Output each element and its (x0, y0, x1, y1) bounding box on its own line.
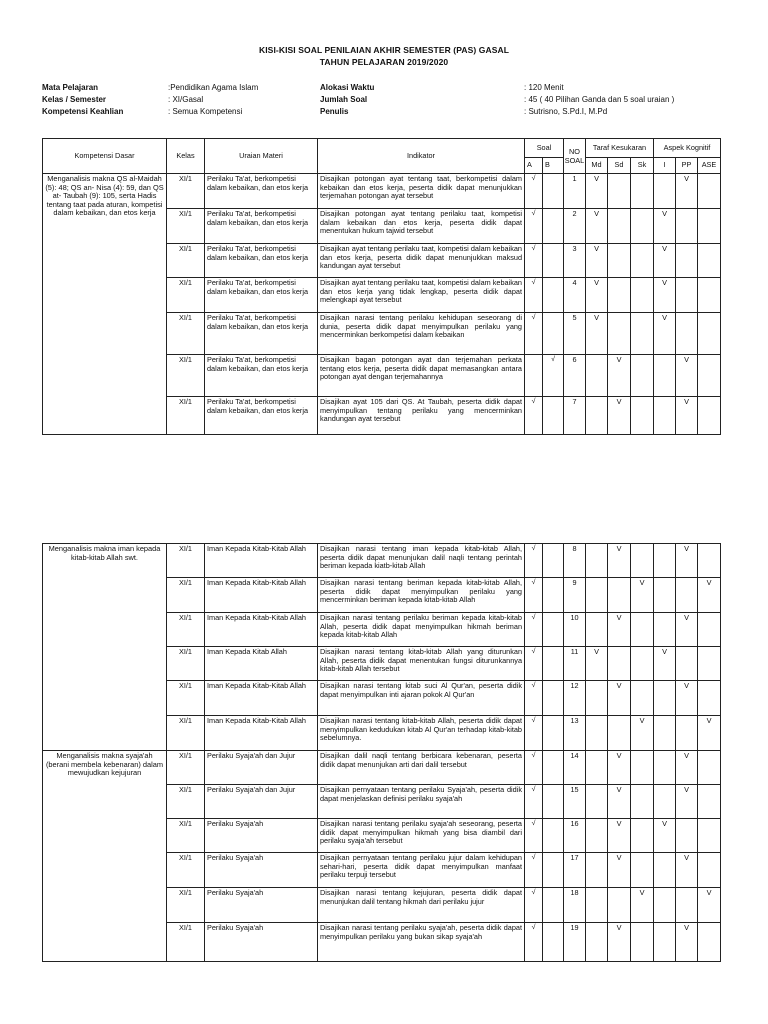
meta-label: Jumlah Soal (320, 95, 368, 104)
soal-a-cell: √ (525, 647, 543, 681)
aspek-ase-cell (698, 819, 721, 853)
taraf-sd-cell (608, 647, 631, 681)
uraian-materi-cell: Iman Kepada Kitab-Kitab Allah (205, 613, 318, 647)
aspek-pp-cell: V (676, 751, 698, 785)
taraf-md-cell (586, 716, 608, 751)
taraf-md-cell: V (586, 244, 608, 278)
soal-b-cell (543, 888, 564, 923)
soal-a-cell: √ (525, 613, 543, 647)
aspek-ase-cell (698, 681, 721, 716)
kelas-cell: XI/1 (167, 681, 205, 716)
taraf-sd-cell: V (608, 397, 631, 435)
soal-b-cell (543, 174, 564, 209)
taraf-sd-cell (608, 244, 631, 278)
aspek-ase-cell (698, 355, 721, 397)
aspek-pp-cell (676, 244, 698, 278)
meta-right-values (524, 82, 674, 118)
taraf-sk-cell (631, 647, 654, 681)
kelas-cell: XI/1 (167, 544, 205, 578)
soal-a-cell: √ (525, 853, 543, 888)
meta-label: Alokasi Waktu (320, 83, 375, 92)
soal-b-cell (543, 923, 564, 962)
no-soal-cell: 18 (564, 888, 586, 923)
kelas-cell: XI/1 (167, 278, 205, 313)
aspek-pp-cell (676, 278, 698, 313)
taraf-md-cell (586, 397, 608, 435)
soal-a-cell: √ (525, 397, 543, 435)
table-row (43, 544, 721, 578)
uraian-materi-cell: Perilaku Ta'at, berkompetisi dalam kebaikan, dan etos kerja (205, 244, 318, 278)
uraian-materi-cell: Perilaku Syaja'ah dan Jujur (205, 751, 318, 785)
taraf-sd-cell: V (608, 544, 631, 578)
indikator-cell: Disajikan narasi tentang perilaku syaja'ah, peserta didik dapat menyimpulkan perilaku yang bukan sikap syaja'ah (318, 923, 525, 962)
table-row (43, 751, 721, 785)
kelas-cell: XI/1 (167, 355, 205, 397)
soal-a-cell: √ (525, 174, 543, 209)
header-sd: Sd (608, 158, 631, 174)
uraian-materi-cell: Perilaku Ta'at, berkompetisi dalam kebaikan, dan etos kerja (205, 174, 318, 209)
header-i: I (654, 158, 676, 174)
taraf-sk-cell (631, 244, 654, 278)
aspek-ase-cell (698, 209, 721, 244)
meta-value: : XI/Gasal (168, 95, 204, 104)
indikator-cell: Disajikan potongan ayat tentang taat, berkompetisi dalam kebaikan dan etos kerja, peserta didik dapat menunjukkan terjemahan potongan ayat tersebut (318, 174, 525, 209)
taraf-sk-cell (631, 853, 654, 888)
taraf-sk-cell (631, 355, 654, 397)
taraf-md-cell (586, 785, 608, 819)
table-row (43, 174, 721, 209)
taraf-sk-cell (631, 923, 654, 962)
indikator-cell: Disajikan potongan ayat tentang perilaku taat, kompetisi dalam kebaikan dan etos kerja, peserta didik dapat menentukan hukum tajwid tersebut (318, 209, 525, 244)
meta-value: :Pendidikan Agama Islam (168, 83, 259, 92)
soal-b-cell (543, 313, 564, 355)
aspek-i-cell: V (654, 819, 676, 853)
kelas-cell: XI/1 (167, 819, 205, 853)
kelas-cell: XI/1 (167, 313, 205, 355)
indikator-cell: Disajikan dalil naqli tentang berbicara kebenaran, peserta didik dapat menunjukan arti dari dalil tersebut (318, 751, 525, 785)
indikator-cell: Disajikan narasi tentang kitab-kitab Allah, peserta didik dapat menyimpulkan kedudukan kitab Al Qur'an terhadap kitab-kitab sebelumnya. (318, 716, 525, 751)
header-soal: Soal (525, 139, 564, 158)
soal-a-cell: √ (525, 278, 543, 313)
taraf-md-cell (586, 578, 608, 613)
taraf-md-cell (586, 853, 608, 888)
title-line-2: TAHUN PELAJARAN 2019/2020 (319, 57, 449, 67)
header-sk: Sk (631, 158, 654, 174)
taraf-md-cell: V (586, 174, 608, 209)
aspek-i-cell (654, 355, 676, 397)
soal-b-cell (543, 751, 564, 785)
aspek-pp-cell (676, 888, 698, 923)
uraian-materi-cell: Perilaku Syaja'ah (205, 853, 318, 888)
header-aspek-kognitif: Aspek Kognitif (654, 139, 721, 158)
indikator-cell: Disajikan narasi tentang perilaku kehidupan seseorang di dunia, peserta didik dapat menyimpulkan perilaku yang mencerminkan berkompetisi dalam kebaikan (318, 313, 525, 355)
aspek-pp-cell (676, 313, 698, 355)
aspek-i-cell (654, 716, 676, 751)
taraf-sk-cell (631, 785, 654, 819)
taraf-md-cell: V (586, 647, 608, 681)
soal-b-cell (543, 716, 564, 751)
kelas-cell: XI/1 (167, 716, 205, 751)
kelas-cell: XI/1 (167, 751, 205, 785)
taraf-sd-cell (608, 278, 631, 313)
kompetensi-dasar-cell: Menganalisis makna iman kepada kitab-kitab Allah swt. (43, 544, 167, 751)
taraf-md-cell (586, 751, 608, 785)
taraf-md-cell (586, 355, 608, 397)
aspek-ase-cell (698, 544, 721, 578)
aspek-ase-cell (698, 313, 721, 355)
uraian-materi-cell: Perilaku Syaja'ah dan Jujur (205, 785, 318, 819)
soal-b-cell (543, 819, 564, 853)
meta-label: Kelas / Semester (42, 95, 107, 104)
header-md: Md (586, 158, 608, 174)
soal-b-cell (543, 853, 564, 888)
taraf-sd-cell: V (608, 819, 631, 853)
aspek-pp-cell: V (676, 355, 698, 397)
no-soal-cell: 11 (564, 647, 586, 681)
taraf-sk-cell (631, 397, 654, 435)
aspek-i-cell (654, 397, 676, 435)
meta-right-labels (320, 82, 374, 118)
indikator-cell: Disajikan bagan potongan ayat dan terjemahan perkata tentang etos kerja, peserta didik dapat memasangkan antara potongan ayat dengan terjemahannya (318, 355, 525, 397)
kelas-cell: XI/1 (167, 174, 205, 209)
soal-a-cell: √ (525, 716, 543, 751)
header-pp: PP (676, 158, 698, 174)
aspek-i-cell (654, 853, 676, 888)
document-title (0, 44, 768, 68)
aspek-i-cell: V (654, 278, 676, 313)
taraf-sd-cell: V (608, 923, 631, 962)
taraf-md-cell: V (586, 209, 608, 244)
indikator-cell: Disajikan ayat 105 dari QS. At Taubah, peserta didik dapat menyimpulkan tentang perilaku yang mencerminkan kandungan ayat tersebut (318, 397, 525, 435)
kelas-cell: XI/1 (167, 888, 205, 923)
aspek-pp-cell: V (676, 681, 698, 716)
soal-b-cell: √ (543, 355, 564, 397)
kelas-cell: XI/1 (167, 923, 205, 962)
title-line-1: KISI-KISI SOAL PENILAIAN AKHIR SEMESTER (PAS) GASAL (258, 45, 510, 55)
kompetensi-dasar-cell: Menganalisis makna syaja'ah (berani membela kebenaran) dalam mewujudkan kejujuran (43, 751, 167, 962)
taraf-sd-cell: V (608, 355, 631, 397)
indikator-cell: Disajikan narasi tentang kejujuran, peserta didik dapat menunjukan dalil tentang hikmah dari perilaku jujur (318, 888, 525, 923)
meta-value: : Sutrisno, S.Pd.I, M.Pd (524, 107, 608, 116)
soal-a-cell: √ (525, 209, 543, 244)
soal-a-cell: √ (525, 923, 543, 962)
aspek-i-cell (654, 681, 676, 716)
header-uraian-materi: Uraian Materi (205, 139, 318, 174)
kompetensi-dasar-cell: Menganalisis makna QS al-Maidah (5): 48; QS an- Nisa (4): 59, dan QS at- Taubah (9): 105, serta Hadis tentang taat pada aturan, kompetisi dalam kebaikan, dan etos kerja (43, 174, 167, 435)
aspek-ase-cell (698, 613, 721, 647)
kelas-cell: XI/1 (167, 244, 205, 278)
soal-a-cell: √ (525, 313, 543, 355)
soal-a-cell: √ (525, 244, 543, 278)
taraf-sk-cell (631, 681, 654, 716)
soal-b-cell (543, 209, 564, 244)
soal-a-cell: √ (525, 544, 543, 578)
soal-b-cell (543, 578, 564, 613)
aspek-pp-cell (676, 716, 698, 751)
taraf-sd-cell (608, 209, 631, 244)
soal-b-cell (543, 647, 564, 681)
uraian-materi-cell: Perilaku Ta'at, berkompetisi dalam kebaikan, dan etos kerja (205, 209, 318, 244)
uraian-materi-cell: Iman Kepada Kitab-Kitab Allah (205, 716, 318, 751)
taraf-sd-cell (608, 174, 631, 209)
aspek-pp-cell: V (676, 174, 698, 209)
kisi-kisi-table-1 (42, 138, 721, 435)
aspek-pp-cell: V (676, 923, 698, 962)
header-a: A (525, 158, 543, 174)
taraf-sk-cell (631, 313, 654, 355)
indikator-cell: Disajikan pernyataan tentang perilaku jujur dalam kehidupan sehari-hari, peserta didik dapat menyimpulkan manfaat perilaku terpuji tersebut (318, 853, 525, 888)
uraian-materi-cell: Perilaku Ta'at, berkompetisi dalam kebaikan, dan etos kerja (205, 355, 318, 397)
meta-left-values (168, 82, 258, 118)
soal-a-cell: √ (525, 888, 543, 923)
aspek-i-cell (654, 751, 676, 785)
taraf-sd-cell (608, 716, 631, 751)
aspek-i-cell: V (654, 313, 676, 355)
no-soal-cell: 10 (564, 613, 586, 647)
kelas-cell: XI/1 (167, 785, 205, 819)
taraf-sk-cell (631, 174, 654, 209)
indikator-cell: Disajikan narasi tentang perilaku beriman kepada kitab-kitab Allah, peserta didik dapat menyimpulkan hikmah beriman kepada kitab-kitab Allah (318, 613, 525, 647)
meta-left-labels (42, 82, 123, 118)
soal-b-cell (543, 397, 564, 435)
uraian-materi-cell: Perilaku Ta'at, berkompetisi dalam kebaikan, dan etos kerja (205, 278, 318, 313)
soal-b-cell (543, 613, 564, 647)
uraian-materi-cell: Perilaku Ta'at, berkompetisi dalam kebaikan, dan etos kerja (205, 313, 318, 355)
taraf-sd-cell (608, 578, 631, 613)
no-soal-cell: 16 (564, 819, 586, 853)
table-1-body (43, 174, 721, 435)
taraf-md-cell (586, 923, 608, 962)
meta-label: Mata Pelajaran (42, 83, 99, 92)
kisi-kisi-table-2 (42, 543, 721, 962)
uraian-materi-cell: Iman Kepada Kitab-Kitab Allah (205, 578, 318, 613)
kelas-cell: XI/1 (167, 209, 205, 244)
indikator-cell: Disajikan narasi tentang iman kepada kitab-kitab Allah, peserta didik dapat menunjukan dalil naqli tentang perintah beriman kepada kiatb-kitab Allah (318, 544, 525, 578)
taraf-sk-cell (631, 819, 654, 853)
kelas-cell: XI/1 (167, 613, 205, 647)
aspek-i-cell (654, 174, 676, 209)
no-soal-cell: 7 (564, 397, 586, 435)
uraian-materi-cell: Iman Kepada Kitab-Kitab Allah (205, 681, 318, 716)
soal-b-cell (543, 681, 564, 716)
taraf-md-cell: V (586, 278, 608, 313)
soal-a-cell: √ (525, 785, 543, 819)
meta-value: : Semua Kompetensi (168, 107, 243, 116)
taraf-sk-cell: V (631, 716, 654, 751)
indikator-cell: Disajikan pernyataan tentang perilaku Syaja'ah, peserta didik dapat menjelaskan definisi perilaku syaja'ah (318, 785, 525, 819)
uraian-materi-cell: Perilaku Syaja'ah (205, 923, 318, 962)
taraf-sk-cell: V (631, 578, 654, 613)
soal-a-cell: √ (525, 751, 543, 785)
taraf-sd-cell: V (608, 751, 631, 785)
aspek-ase-cell (698, 244, 721, 278)
aspek-ase-cell (698, 751, 721, 785)
aspek-ase-cell (698, 853, 721, 888)
indikator-cell: Disajikan ayat tentang perilaku taat, kompetisi dalam kebaikan dan etos kerja, peserta didik dapat menunjukkan maksud kandungan ayat tersebut (318, 244, 525, 278)
header-indikator: Indikator (318, 139, 525, 174)
header-ase: ASE (698, 158, 721, 174)
aspek-i-cell (654, 923, 676, 962)
taraf-sk-cell (631, 751, 654, 785)
header-kelas: Kelas (167, 139, 205, 174)
aspek-pp-cell: V (676, 853, 698, 888)
no-soal-cell: 2 (564, 209, 586, 244)
no-soal-cell: 12 (564, 681, 586, 716)
taraf-sd-cell: V (608, 681, 631, 716)
aspek-ase-cell (698, 923, 721, 962)
taraf-sd-cell: V (608, 613, 631, 647)
no-soal-cell: 1 (564, 174, 586, 209)
no-soal-cell: 8 (564, 544, 586, 578)
aspek-ase-cell: V (698, 578, 721, 613)
aspek-i-cell: V (654, 244, 676, 278)
taraf-sk-cell (631, 278, 654, 313)
no-soal-cell: 3 (564, 244, 586, 278)
aspek-i-cell: V (654, 209, 676, 244)
header-kompetensi-dasar: Kompetensi Dasar (43, 139, 167, 174)
aspek-ase-cell (698, 785, 721, 819)
taraf-sd-cell (608, 888, 631, 923)
aspek-i-cell (654, 544, 676, 578)
soal-a-cell: √ (525, 681, 543, 716)
taraf-sk-cell (631, 544, 654, 578)
taraf-md-cell (586, 681, 608, 716)
uraian-materi-cell: Perilaku Syaja'ah (205, 819, 318, 853)
indikator-cell: Disajikan ayat tentang perilaku taat, kompetisi dalam kebaikan dan etos kerja yang tidak lengkap, peserta didik dapat melengkapi ayat tersebut (318, 278, 525, 313)
aspek-i-cell: V (654, 647, 676, 681)
indikator-cell: Disajikan narasi tentang perilaku syaja'ah seseorang, peserta didik dapat menyimpulkan hikmah yang bisa diambil dari perilaku syaja'ah tersebut (318, 819, 525, 853)
soal-b-cell (543, 278, 564, 313)
header-b: B (543, 158, 564, 174)
uraian-materi-cell: Iman Kepada Kitab-Kitab Allah (205, 544, 318, 578)
no-soal-cell: 13 (564, 716, 586, 751)
no-soal-cell: 9 (564, 578, 586, 613)
taraf-md-cell: V (586, 313, 608, 355)
taraf-md-cell (586, 613, 608, 647)
taraf-md-cell (586, 819, 608, 853)
header-no-soal (564, 139, 586, 174)
soal-a-cell: √ (525, 578, 543, 613)
no-soal-cell: 6 (564, 355, 586, 397)
soal-b-cell (543, 785, 564, 819)
uraian-materi-cell: Iman Kepada Kitab Allah (205, 647, 318, 681)
taraf-sd-cell: V (608, 785, 631, 819)
aspek-pp-cell (676, 578, 698, 613)
aspek-i-cell (654, 613, 676, 647)
no-soal-cell: 17 (564, 853, 586, 888)
aspek-ase-cell (698, 647, 721, 681)
soal-b-cell (543, 244, 564, 278)
no-soal-cell: 19 (564, 923, 586, 962)
meta-value: : 45 ( 40 Pilihan Ganda dan 5 soal uraian ) (524, 95, 675, 104)
table-2-body (43, 544, 721, 962)
taraf-md-cell (586, 888, 608, 923)
no-soal-cell: 14 (564, 751, 586, 785)
aspek-ase-cell: V (698, 888, 721, 923)
aspek-ase-cell: V (698, 716, 721, 751)
header-taraf-kesukaran: Taraf Kesukaran (586, 139, 654, 158)
taraf-sk-cell (631, 613, 654, 647)
meta-label: Kompetensi Keahlian (42, 107, 124, 116)
taraf-sk-cell: V (631, 888, 654, 923)
aspek-ase-cell (698, 397, 721, 435)
no-soal-cell: 15 (564, 785, 586, 819)
header-no-soal-text: NO SOAL (564, 147, 585, 165)
soal-a-cell (525, 355, 543, 397)
kelas-cell: XI/1 (167, 397, 205, 435)
taraf-md-cell (586, 544, 608, 578)
taraf-sd-cell: V (608, 853, 631, 888)
meta-value: : 120 Menit (524, 83, 564, 92)
taraf-sk-cell (631, 209, 654, 244)
aspek-ase-cell (698, 278, 721, 313)
indikator-cell: Disajikan narasi tentang kitab-kitab Allah yang diturunkan Allah, peserta didik dapat menentukan fungsi diturunkannya kitab-kitab Allah tersebut (318, 647, 525, 681)
aspek-pp-cell: V (676, 785, 698, 819)
kelas-cell: XI/1 (167, 853, 205, 888)
uraian-materi-cell: Perilaku Ta'at, berkompetisi dalam kebaikan, dan etos kerja (205, 397, 318, 435)
aspek-ase-cell (698, 174, 721, 209)
aspek-i-cell (654, 888, 676, 923)
aspek-pp-cell (676, 819, 698, 853)
aspek-pp-cell: V (676, 613, 698, 647)
aspek-pp-cell (676, 647, 698, 681)
kelas-cell: XI/1 (167, 578, 205, 613)
indikator-cell: Disajikan narasi tentang kitab suci Al Qur'an, peserta didik dapat menyimpulkan inti ajaran pokok Al Qur'an (318, 681, 525, 716)
aspek-pp-cell: V (676, 397, 698, 435)
aspek-i-cell (654, 785, 676, 819)
kelas-cell: XI/1 (167, 647, 205, 681)
no-soal-cell: 4 (564, 278, 586, 313)
aspek-pp-cell (676, 209, 698, 244)
taraf-sd-cell (608, 313, 631, 355)
soal-b-cell (543, 544, 564, 578)
uraian-materi-cell: Perilaku Syaja'ah (205, 888, 318, 923)
indikator-cell: Disajikan narasi tentang beriman kepada kitab-kitab Allah, peserta didik dapat menyimpulkan perilaku yang mencerminkan beriman kepada kitab-kitab Allah (318, 578, 525, 613)
no-soal-cell: 5 (564, 313, 586, 355)
aspek-pp-cell: V (676, 544, 698, 578)
aspek-i-cell (654, 578, 676, 613)
meta-label: Penulis (320, 107, 349, 116)
soal-a-cell: √ (525, 819, 543, 853)
